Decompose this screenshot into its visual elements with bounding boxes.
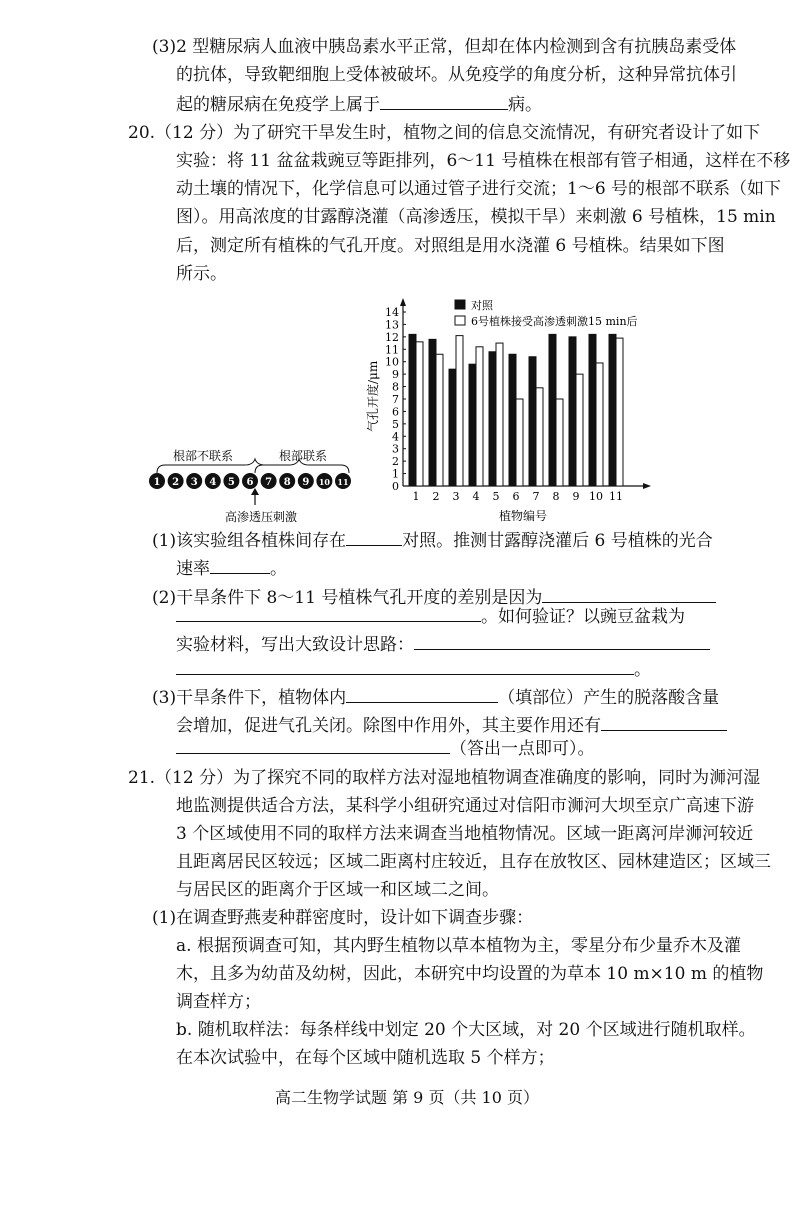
bar-treatment [616,338,623,486]
legend-swatch [455,300,465,309]
q19-3-line2: 的抗体，导致靶细胞上受体被破坏。从免疫学的角度分析，这种异常抗体引 [176,65,737,85]
answer-blank[interactable] [346,686,498,703]
plant-number: 9 [302,477,310,488]
q20-2-text: 实验材料，写出大致设计思路： [176,635,414,655]
q20-stem-line: 图）。用高浓度的甘露醇浇灌（高渗透压，模拟干旱）来刺激 6 号植株，15 min [176,207,776,227]
q20-stem-line: 所示。 [176,264,227,284]
q20-1-line1 [152,529,713,552]
bar-control [549,334,556,486]
plant-number: 4 [209,477,217,488]
bar-control [569,337,576,486]
plant-number: 10 [318,477,330,487]
q21-b-line: 在本次试验中，在每个区域中随机选取 5 个样方； [176,1048,555,1068]
y-tick-label: 8 [392,380,399,394]
q20-2-line3 [176,633,710,656]
x-tick-label: 2 [432,490,440,503]
x-tick-label: 6 [512,490,520,503]
answer-blank[interactable] [380,93,508,110]
q20-3-line1 [152,686,719,709]
bar-treatment [496,343,503,486]
q20-2-text: (2)干旱条件下 8～11 号植株气孔开度的差别是因为 [152,588,543,608]
plant-number: 1 [153,477,161,488]
x-tick-label: 10 [589,490,603,503]
q20-1-text: 速率 [176,559,210,579]
q20-stem-line: 动土壤的情况下，化学信息可以通过管子进行交流；1～6 号的根部不联系（如下 [176,179,782,199]
stomatal-aperture-chart [365,292,655,524]
x-tick-label: 7 [532,490,540,503]
q20-2-text: 。 [634,660,651,680]
q19-3-line1: (3)2 型糖尿病人血液中胰岛素水平正常，但却在体内检测到含有抗胰岛素受体 [152,37,737,57]
y-tick-label: 3 [392,442,399,456]
bar-treatment [536,388,543,486]
y-axis-label: 气孔开度/μm [366,360,380,432]
bar-treatment [576,374,583,486]
q20-1-text-end: 对照。推测甘露醇浇灌后 6 号植株的光合 [402,531,713,551]
x-tick-label: 11 [609,490,623,503]
answer-blank[interactable] [210,557,270,574]
bar-treatment [516,399,523,486]
y-tick-label: 7 [392,393,399,406]
q19-3-line3-text: 起的糖尿病在免疫学上属于 [176,95,380,115]
bar-treatment [456,336,463,486]
q21-a-line: a. 根据预调查可知，其内野生植物以草本植物为主，零星分布少量乔木及灌 [176,936,741,956]
q20-2-line2 [176,605,685,628]
q21-stem-line: 与居民区的距离介于区域一和区域二之间。 [176,880,499,900]
bar-control [509,354,516,486]
y-tick-label: 6 [392,405,399,419]
q21-stem-line: 3 个区域使用不同的取样方法来调查当地植物情况。区域一距离河岸浉河较近 [176,824,754,844]
q21-a-line: 木，且多为幼苗及幼树，因此，本研究中均设置的为草本 10 m×10 m 的植物 [176,964,764,984]
q20-1-text: (1)该实验组各植株间存在 [152,531,347,551]
q21-stem-line: 21.（12 分）为了探究不同的取样方法对湿地植物调查准确度的影响，同时为浉河湿 [128,768,761,788]
bar-treatment [476,347,483,486]
legend-swatch [455,316,465,325]
plant-arrangement-diagram [145,445,365,525]
answer-blank[interactable] [176,737,450,754]
q20-stem-line: 后，测定所有植株的气孔开度。对照组是用水浇灌 6 号植株。结果如下图 [176,236,725,256]
plant-number: 11 [337,477,349,487]
bar-control [429,339,436,486]
q21-stem-line: 且距离居民区较远；区域二距离村庄较近，且存在放牧区、园林建造区；区域三 [176,852,771,872]
answer-blank[interactable] [176,658,634,675]
legend-label: 对照 [471,299,493,312]
q19-3-line3-end: 病。 [508,95,542,115]
bar-treatment [556,399,563,486]
legend-label: 6号植株接受高渗透刺激15 min后 [471,315,638,328]
q20-3-line2 [176,714,727,737]
bar-treatment [416,342,423,486]
bar-control [589,334,596,486]
y-tick-label: 1 [392,467,399,481]
x-tick-label: 5 [492,490,500,503]
plant-number: 6 [246,477,254,488]
answer-blank[interactable] [601,714,727,731]
stimulus-label: 高渗透压刺激 [225,510,298,524]
y-tick-label: 4 [392,430,399,444]
bar-control [489,352,496,486]
left-group-label: 根部不联系 [173,449,234,463]
q20-3-text: 会增加，促进气孔关闭。除图中作用外，其主要作用还有 [176,716,601,736]
x-tick-label: 8 [552,490,560,503]
plant-number: 5 [227,477,235,488]
bar-treatment [596,363,603,486]
x-tick-label: 4 [472,490,480,503]
plant-number: 2 [172,477,180,488]
answer-blank[interactable] [542,586,716,603]
plant-number: 3 [190,477,198,488]
x-tick-label: 3 [452,490,460,503]
x-tick-label: 1 [412,490,420,503]
q20-3-text: (3)干旱条件下，植物体内 [152,688,347,708]
y-tick-label: 5 [392,417,399,431]
q20-2-text: 。如何验证？以豌豆盆栽为 [481,607,685,627]
y-tick-label: 2 [392,455,399,469]
y-tick-label: 11 [385,343,399,357]
y-tick-label: 10 [385,355,399,369]
bar-control [449,369,456,486]
bar-control [409,334,416,486]
y-tick-label: 12 [385,330,399,344]
q21-1: (1)在调查野燕麦种群密度时，设计如下调查步骤： [152,908,534,928]
bar-control [469,364,476,486]
bar-control [609,334,616,486]
y-tick-label: 9 [392,368,399,382]
answer-blank[interactable] [346,529,402,546]
q20-3-text: （填部位）产生的脱落酸含量 [498,688,720,708]
y-tick-label: 14 [385,306,399,319]
plant-number: 8 [283,477,291,488]
right-group-label: 根部联系 [279,449,328,463]
page-footer: 高二生物学试题 第 9 页（共 10 页） [275,1088,539,1107]
q20-3-line3 [176,737,595,760]
x-axis-label: 植物编号 [499,509,548,523]
arrow-head-icon [251,488,259,495]
answer-blank[interactable] [176,605,481,622]
bar-treatment [436,354,443,486]
y-tick-label: 0 [392,480,399,493]
q21-b-line: b. 随机取样法：每条样线中划定 20 个大区域，对 20 个区域进行随机取样。 [176,1020,756,1040]
x-tick-label: 9 [572,490,580,503]
answer-blank[interactable] [414,633,710,650]
q21-a-line: 调查样方； [176,992,261,1012]
q21-stem-line: 地监测提供适合方法，某科学小组研究通过对信阳市浉河大坝至京广高速下游 [176,796,754,816]
bar-control [529,357,536,486]
y-tick-label: 13 [385,318,399,332]
plant-number: 7 [265,477,273,488]
q20-stem-line: 实验：将 11 盆盆栽豌豆等距排列，6～11 号植株在根部有管子相通，这样在不移 [176,151,791,171]
q20-3-text: （答出一点即可）。 [450,739,595,759]
q20-1-text-end: 。 [270,559,287,579]
y-axis-arrow-icon [400,298,406,306]
q20-2-line4 [176,658,651,681]
q19-3-line3 [176,93,542,116]
x-axis-arrow-icon [643,483,651,489]
q20-stem-line: 20.（12 分）为了研究干旱发生时，植物之间的信息交流情况，有研究者设计了如下 [128,123,761,143]
q20-1-line2 [176,557,287,580]
